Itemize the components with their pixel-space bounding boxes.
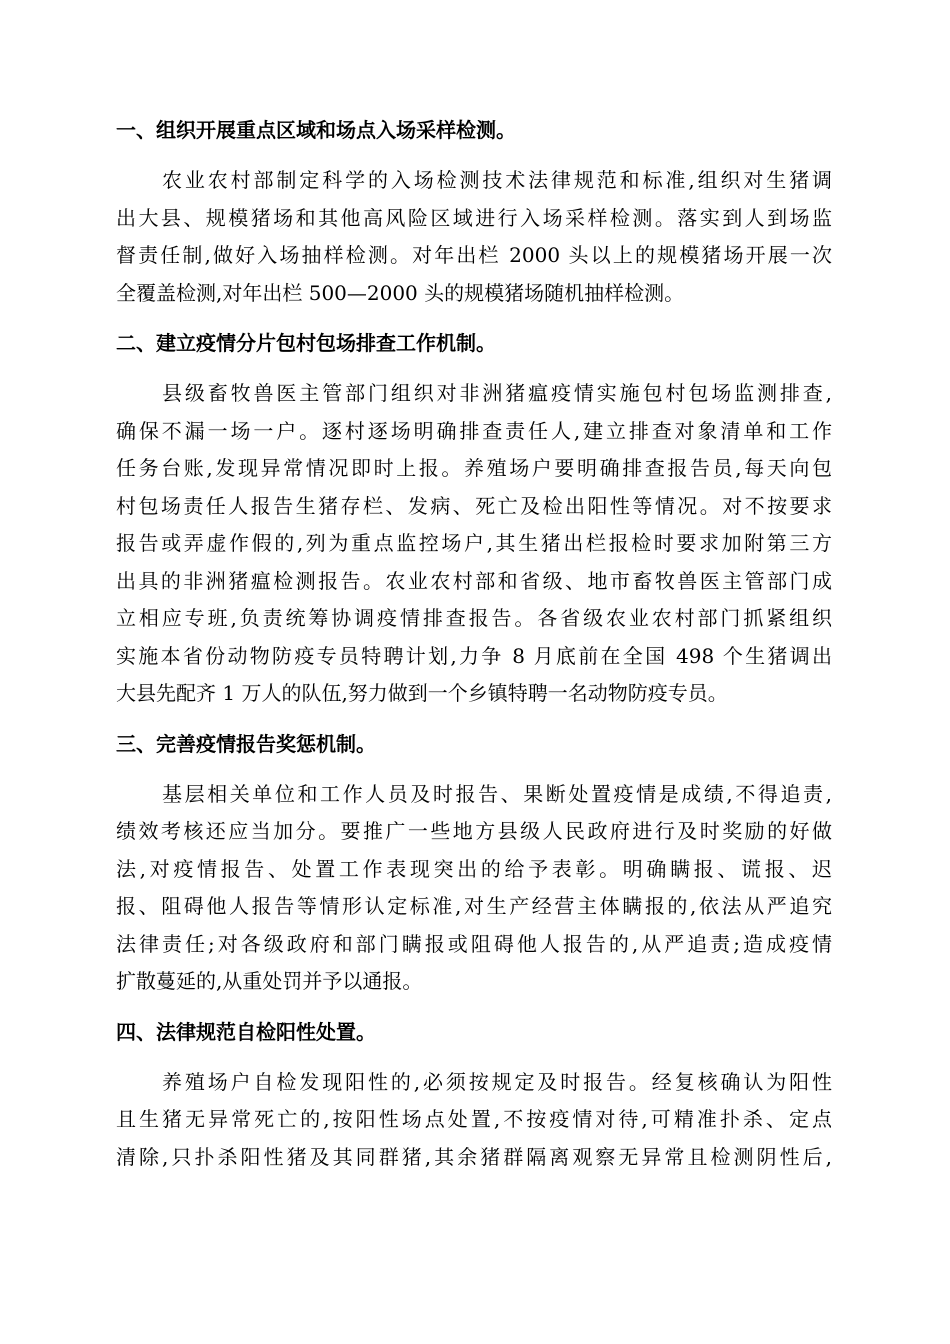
- paragraph-line: 且生猪无异常死亡的,按阳性场点处置,不按疫情对待,可精准扑杀、定点: [116, 1107, 832, 1131]
- paragraph-line: 任务台账,发现异常情况即时上报。养殖场户要明确排查报告员,每天向包: [116, 456, 832, 480]
- paragraph-line: 确保不漏一场一户。逐村逐场明确排查责任人,建立排查对象清单和工作: [116, 418, 832, 443]
- paragraph-line: 绩效考核还应当加分。要推广一些地方县级人民政府进行及时奖励的好做: [116, 819, 832, 843]
- section-heading-3: 三、完善疫情报告奖惩机制。: [116, 731, 376, 756]
- section-heading-4: 四、法律规范自检阳性处置。: [116, 1019, 376, 1044]
- paragraph-line: 清除,只扑杀阳性猪及其同群猪,其余猪群隔离观察无异常且检测阴性后,: [116, 1144, 832, 1169]
- paragraph-line: 县级畜牧兽医主管部门组织对非洲猪瘟疫情实施包村包场监测排查,: [162, 381, 832, 405]
- document-page: [116, 112, 832, 1189]
- paragraph-line: 农业农村部制定科学的入场检测技术法律规范和标准,组织对生猪调: [162, 168, 832, 192]
- section-paragraph-4: [116, 1064, 832, 1177]
- paragraph-line: 大县先配齐 1 万人的队伍,努力做到一个乡镇特聘一名动物防疫专员。: [116, 681, 728, 705]
- paragraph-line: 全覆盖检测,对年出栏 500—2000 头的规模猪场随机抽样检测。: [116, 280, 685, 305]
- section-heading-2: 二、建立疫情分片包村包场排查工作机制。: [116, 331, 496, 355]
- paragraph-line: 出大县、规模猪场和其他高风险区域进行入场采样检测。落实到人到场监: [116, 205, 832, 230]
- paragraph-line: 扩散蔓延的,从重处罚并予以通报。: [116, 969, 423, 993]
- section-paragraph-3: [116, 776, 832, 1001]
- paragraph-line: 村包场责任人报告生猪存栏、发病、死亡及检出阳性等情况。对不按要求: [116, 493, 832, 518]
- paragraph-line: 督责任制,做好入场抽样检测。对年出栏 2000 头以上的规模猪场开展一次: [116, 243, 832, 267]
- section-paragraph-2: [116, 375, 832, 713]
- paragraph-line: 养殖场户自检发现阳性的,必须按规定及时报告。经复核确认为阳性: [162, 1069, 832, 1094]
- paragraph-line: 法,对疫情报告、处置工作表现突出的给予表彰。明确瞒报、谎报、迟: [116, 856, 832, 881]
- paragraph-line: 出具的非洲猪瘟检测报告。农业农村部和省级、地市畜牧兽医主管部门成: [116, 568, 832, 593]
- paragraph-line: 立相应专班,负责统筹协调疫情排查报告。各省级农业农村部门抓紧组织: [116, 606, 832, 630]
- paragraph-line: 法律责任;对各级政府和部门瞒报或阻碍他人报告的,从严追责;造成疫情: [116, 931, 832, 956]
- paragraph-line: 报、阻碍他人报告等情形认定标准,对生产经营主体瞒报的,依法从严追究: [116, 894, 832, 918]
- section-paragraph-1: [116, 162, 832, 312]
- paragraph-line: 实施本省份动物防疫专员特聘计划,力争 8 月底前在全国 498 个生猪调出: [116, 643, 832, 668]
- section-heading-1: 一、组织开展重点区域和场点入场采样检测。: [116, 118, 516, 142]
- paragraph-line: 基层相关单位和工作人员及时报告、果断处置疫情是成绩,不得追责,: [162, 781, 832, 806]
- paragraph-line: 报告或弄虚作假的,列为重点监控场户,其生猪出栏报检时要求加附第三方: [116, 531, 832, 555]
